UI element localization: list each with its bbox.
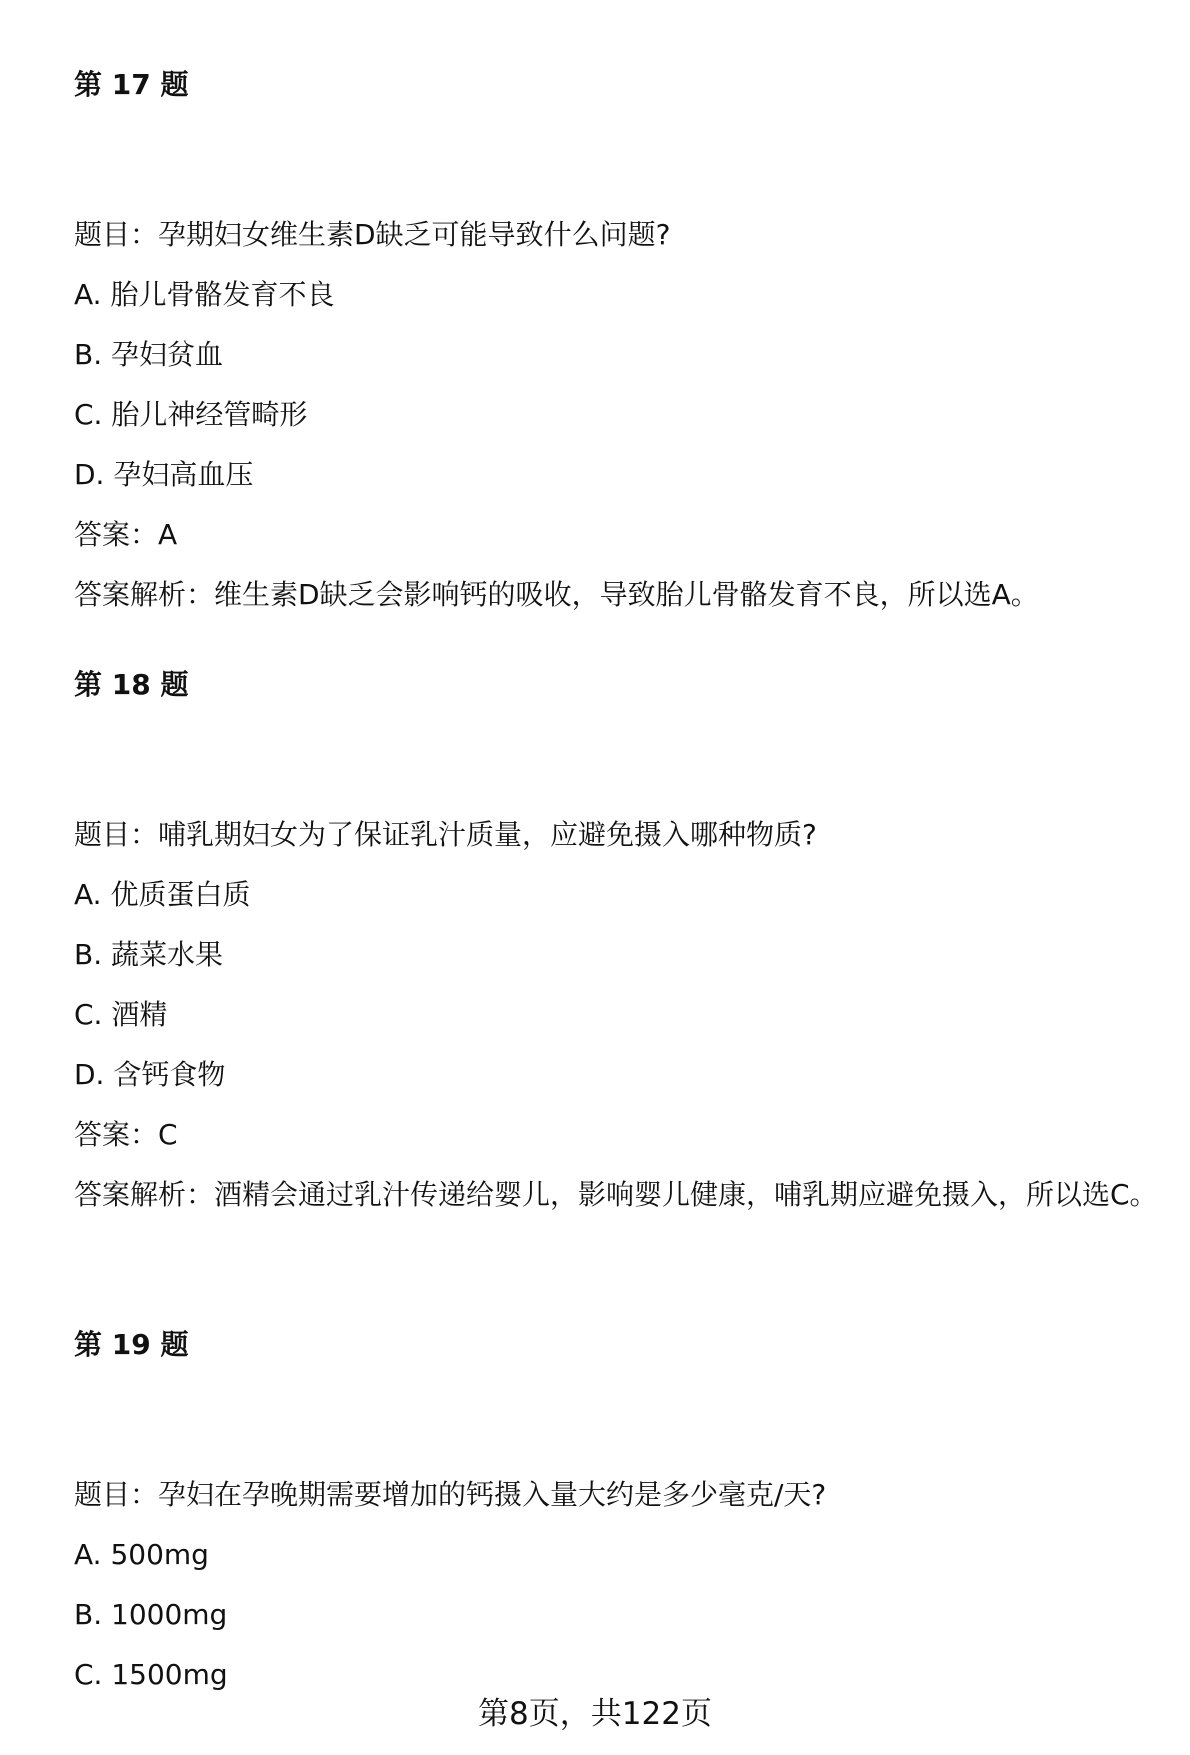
question-18-option-d: D. 含钙食物 xyxy=(74,1058,226,1091)
question-18-option-c: C. 酒精 xyxy=(74,998,168,1031)
question-19-option-a: A. 500mg xyxy=(74,1538,209,1571)
question-17-text: 题目：孕期妇女维生素D缺乏可能导致什么问题? xyxy=(74,218,671,251)
question-17-option-a: A. 胎儿骨骼发育不良 xyxy=(74,278,335,311)
question-17-option-d: D. 孕妇高血压 xyxy=(74,458,254,491)
question-18-analysis: 答案解析：酒精会通过乳汁传递给婴儿，影响婴儿健康，哺乳期应避免摄入，所以选C。 xyxy=(74,1178,1158,1211)
question-18-heading: 第 18 题 xyxy=(74,668,189,701)
question-19-heading: 第 19 题 xyxy=(74,1328,189,1361)
question-17-answer: 答案：A xyxy=(74,518,178,551)
question-18-text: 题目：哺乳期妇女为了保证乳汁质量，应避免摄入哪种物质? xyxy=(74,818,817,851)
question-18-option-a: A. 优质蛋白质 xyxy=(74,878,251,911)
question-17-heading: 第 17 题 xyxy=(74,68,189,101)
question-18-option-b: B. 蔬菜水果 xyxy=(74,938,224,971)
question-17-option-b: B. 孕妇贫血 xyxy=(74,338,224,371)
page-number-footer: 第8页，共122页 xyxy=(478,1696,712,1732)
question-19-text: 题目：孕妇在孕晚期需要增加的钙摄入量大约是多少毫克/天? xyxy=(74,1478,827,1511)
question-17-option-c: C. 胎儿神经管畸形 xyxy=(74,398,308,431)
question-19-option-c: C. 1500mg xyxy=(74,1658,228,1691)
question-19-option-b: B. 1000mg xyxy=(74,1598,228,1631)
question-18-answer: 答案：C xyxy=(74,1118,178,1151)
question-17-analysis: 答案解析：维生素D缺乏会影响钙的吸收，导致胎儿骨骼发育不良，所以选A。 xyxy=(74,578,1039,611)
